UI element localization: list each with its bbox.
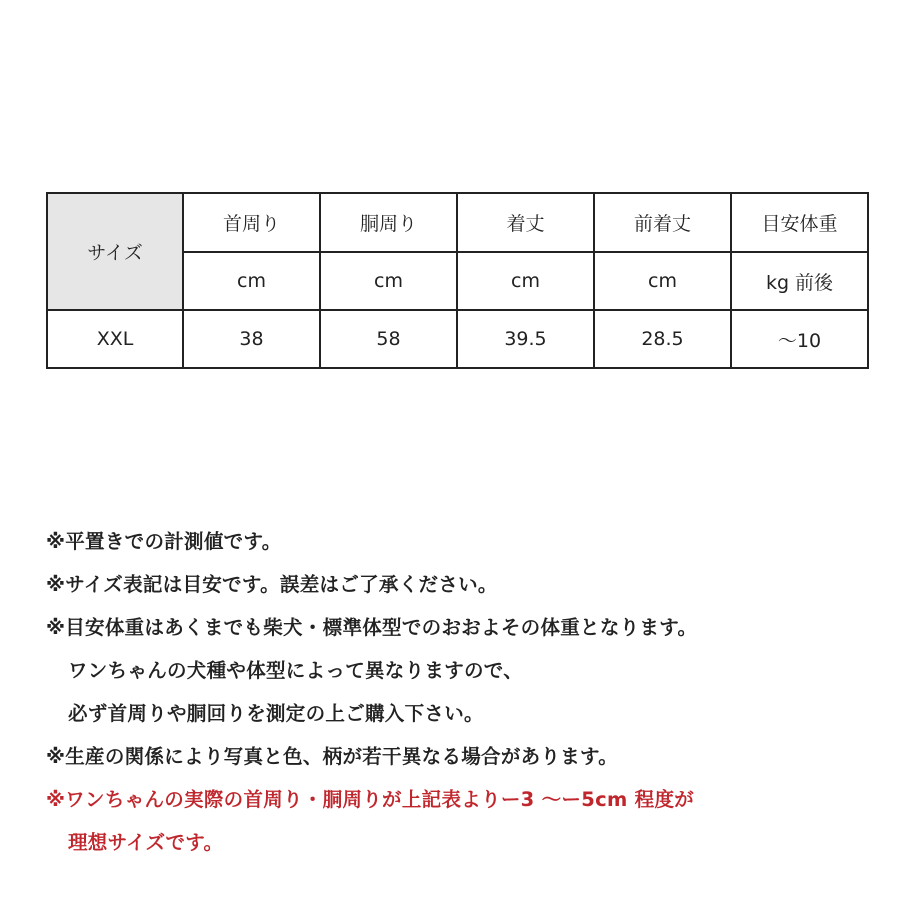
- weight-unit: kg 前後: [731, 252, 868, 310]
- size-value: XXL: [47, 310, 183, 368]
- chest-header: 胴周り: [320, 193, 457, 252]
- size-label-header: サイズ: [47, 193, 183, 310]
- front-length-unit: cm: [594, 252, 731, 310]
- note-weight-guide-cont-2: 必ず首周りや胴回りを測定の上ご購入下さい。: [68, 702, 484, 725]
- note-color-variation: ※生産の関係により写真と色、柄が若干異なる場合があります。: [46, 745, 619, 768]
- notes-list: [46, 520, 697, 864]
- size-table: [46, 192, 869, 369]
- note-weight-guide-cont-1: ワンちゃんの犬種や体型によって異なりますので、: [68, 659, 524, 682]
- note-ideal-size: ※ワンちゃんの実際の首周り・胴周りが上記表よりー3 ～ー5cm 程度が: [46, 788, 695, 811]
- length-value: 39.5: [457, 310, 594, 368]
- weight-header: 目安体重: [731, 193, 868, 252]
- neck-value: 38: [183, 310, 320, 368]
- neck-header: 首周り: [183, 193, 320, 252]
- note-size-guide: ※サイズ表記は目安です。誤差はご了承ください。: [46, 573, 498, 596]
- length-header: 着丈: [457, 193, 594, 252]
- front-length-value: 28.5: [594, 310, 731, 368]
- note-measurement: ※平置きでの計測値です。: [46, 530, 282, 553]
- neck-unit: cm: [183, 252, 320, 310]
- note-ideal-size-cont: 理想サイズです。: [68, 831, 224, 854]
- length-unit: cm: [457, 252, 594, 310]
- chest-value: 58: [320, 310, 457, 368]
- weight-value: ～10: [731, 310, 868, 368]
- chest-unit: cm: [320, 252, 457, 310]
- note-weight-guide: ※目安体重はあくまでも柴犬・標準体型でのおおよその体重となります。: [46, 616, 698, 639]
- front-length-header: 前着丈: [594, 193, 731, 252]
